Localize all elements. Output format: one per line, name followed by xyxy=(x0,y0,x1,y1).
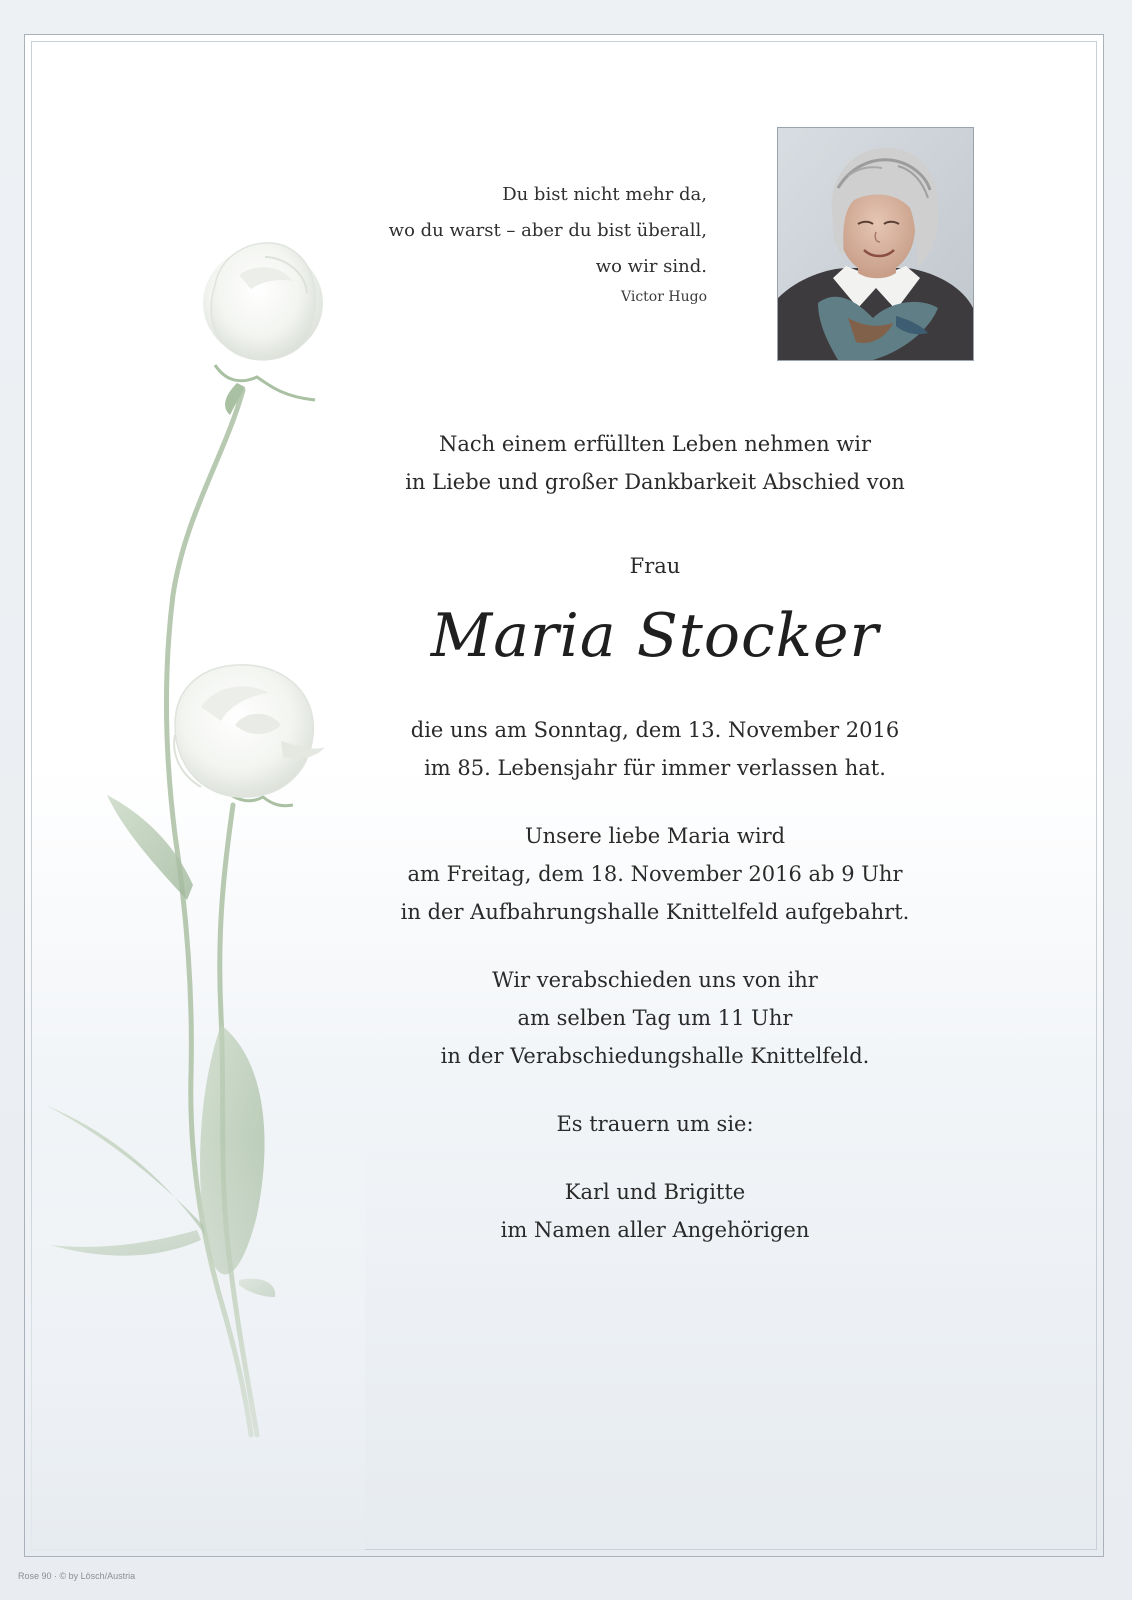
obituary-card xyxy=(24,34,1104,1557)
death-info-block xyxy=(325,711,985,787)
leaf-upper-left xyxy=(107,795,193,900)
lower-rose-bloom xyxy=(174,665,325,806)
intro-block xyxy=(325,425,985,501)
quote-author: Victor Hugo xyxy=(621,289,707,305)
quote-line: Du bist nicht mehr da, xyxy=(502,184,707,205)
farewell-info-line: am selben Tag um 11 Uhr xyxy=(517,1006,793,1030)
death-info-line: im 85. Lebensjahr für immer verlassen hat. xyxy=(424,756,886,780)
death-info-line: die uns am Sonntag, dem 13. November 2016 xyxy=(410,718,900,742)
intro-line: in Liebe und großer Dankbarkeit Abschied von xyxy=(405,470,905,494)
deceased-name: Maria Stocker xyxy=(430,601,880,671)
mourner-line: Karl und Brigitte xyxy=(564,1180,746,1204)
viewing-info-line: Unsere liebe Maria wird xyxy=(524,824,786,848)
obituary-text xyxy=(325,425,985,1249)
viewing-info-line: am Freitag, dem 18. November 2016 ab 9 Uhr xyxy=(407,862,903,886)
mourners-block xyxy=(325,1173,985,1249)
footer-credit: Rose 90 · © by Lösch/Austria xyxy=(18,1571,136,1581)
quote-line: wo wir sind. xyxy=(595,256,707,277)
quote-line: wo du warst – aber du bist überall, xyxy=(388,220,707,241)
farewell-info-line: Wir verabschieden uns von ihr xyxy=(492,968,818,992)
memorial-quote xyxy=(287,177,707,309)
honorific: Frau xyxy=(629,554,681,578)
mourners-heading: Es trauern um sie: xyxy=(556,1112,754,1136)
intro-line: Nach einem erfüllten Leben nehmen wir xyxy=(439,432,871,456)
portrait-photo xyxy=(778,128,973,360)
viewing-info-block xyxy=(325,817,985,931)
mourner-line: im Namen aller Angehörigen xyxy=(500,1218,810,1242)
farewell-info-block xyxy=(325,961,985,1075)
portrait-illustration xyxy=(778,128,973,360)
viewing-info-line: in der Aufbahrungshalle Knittelfeld aufgebahrt. xyxy=(400,900,910,924)
farewell-info-line: in der Verabschiedungshalle Knittelfeld. xyxy=(440,1044,870,1068)
mourners-heading-block xyxy=(325,1105,985,1143)
